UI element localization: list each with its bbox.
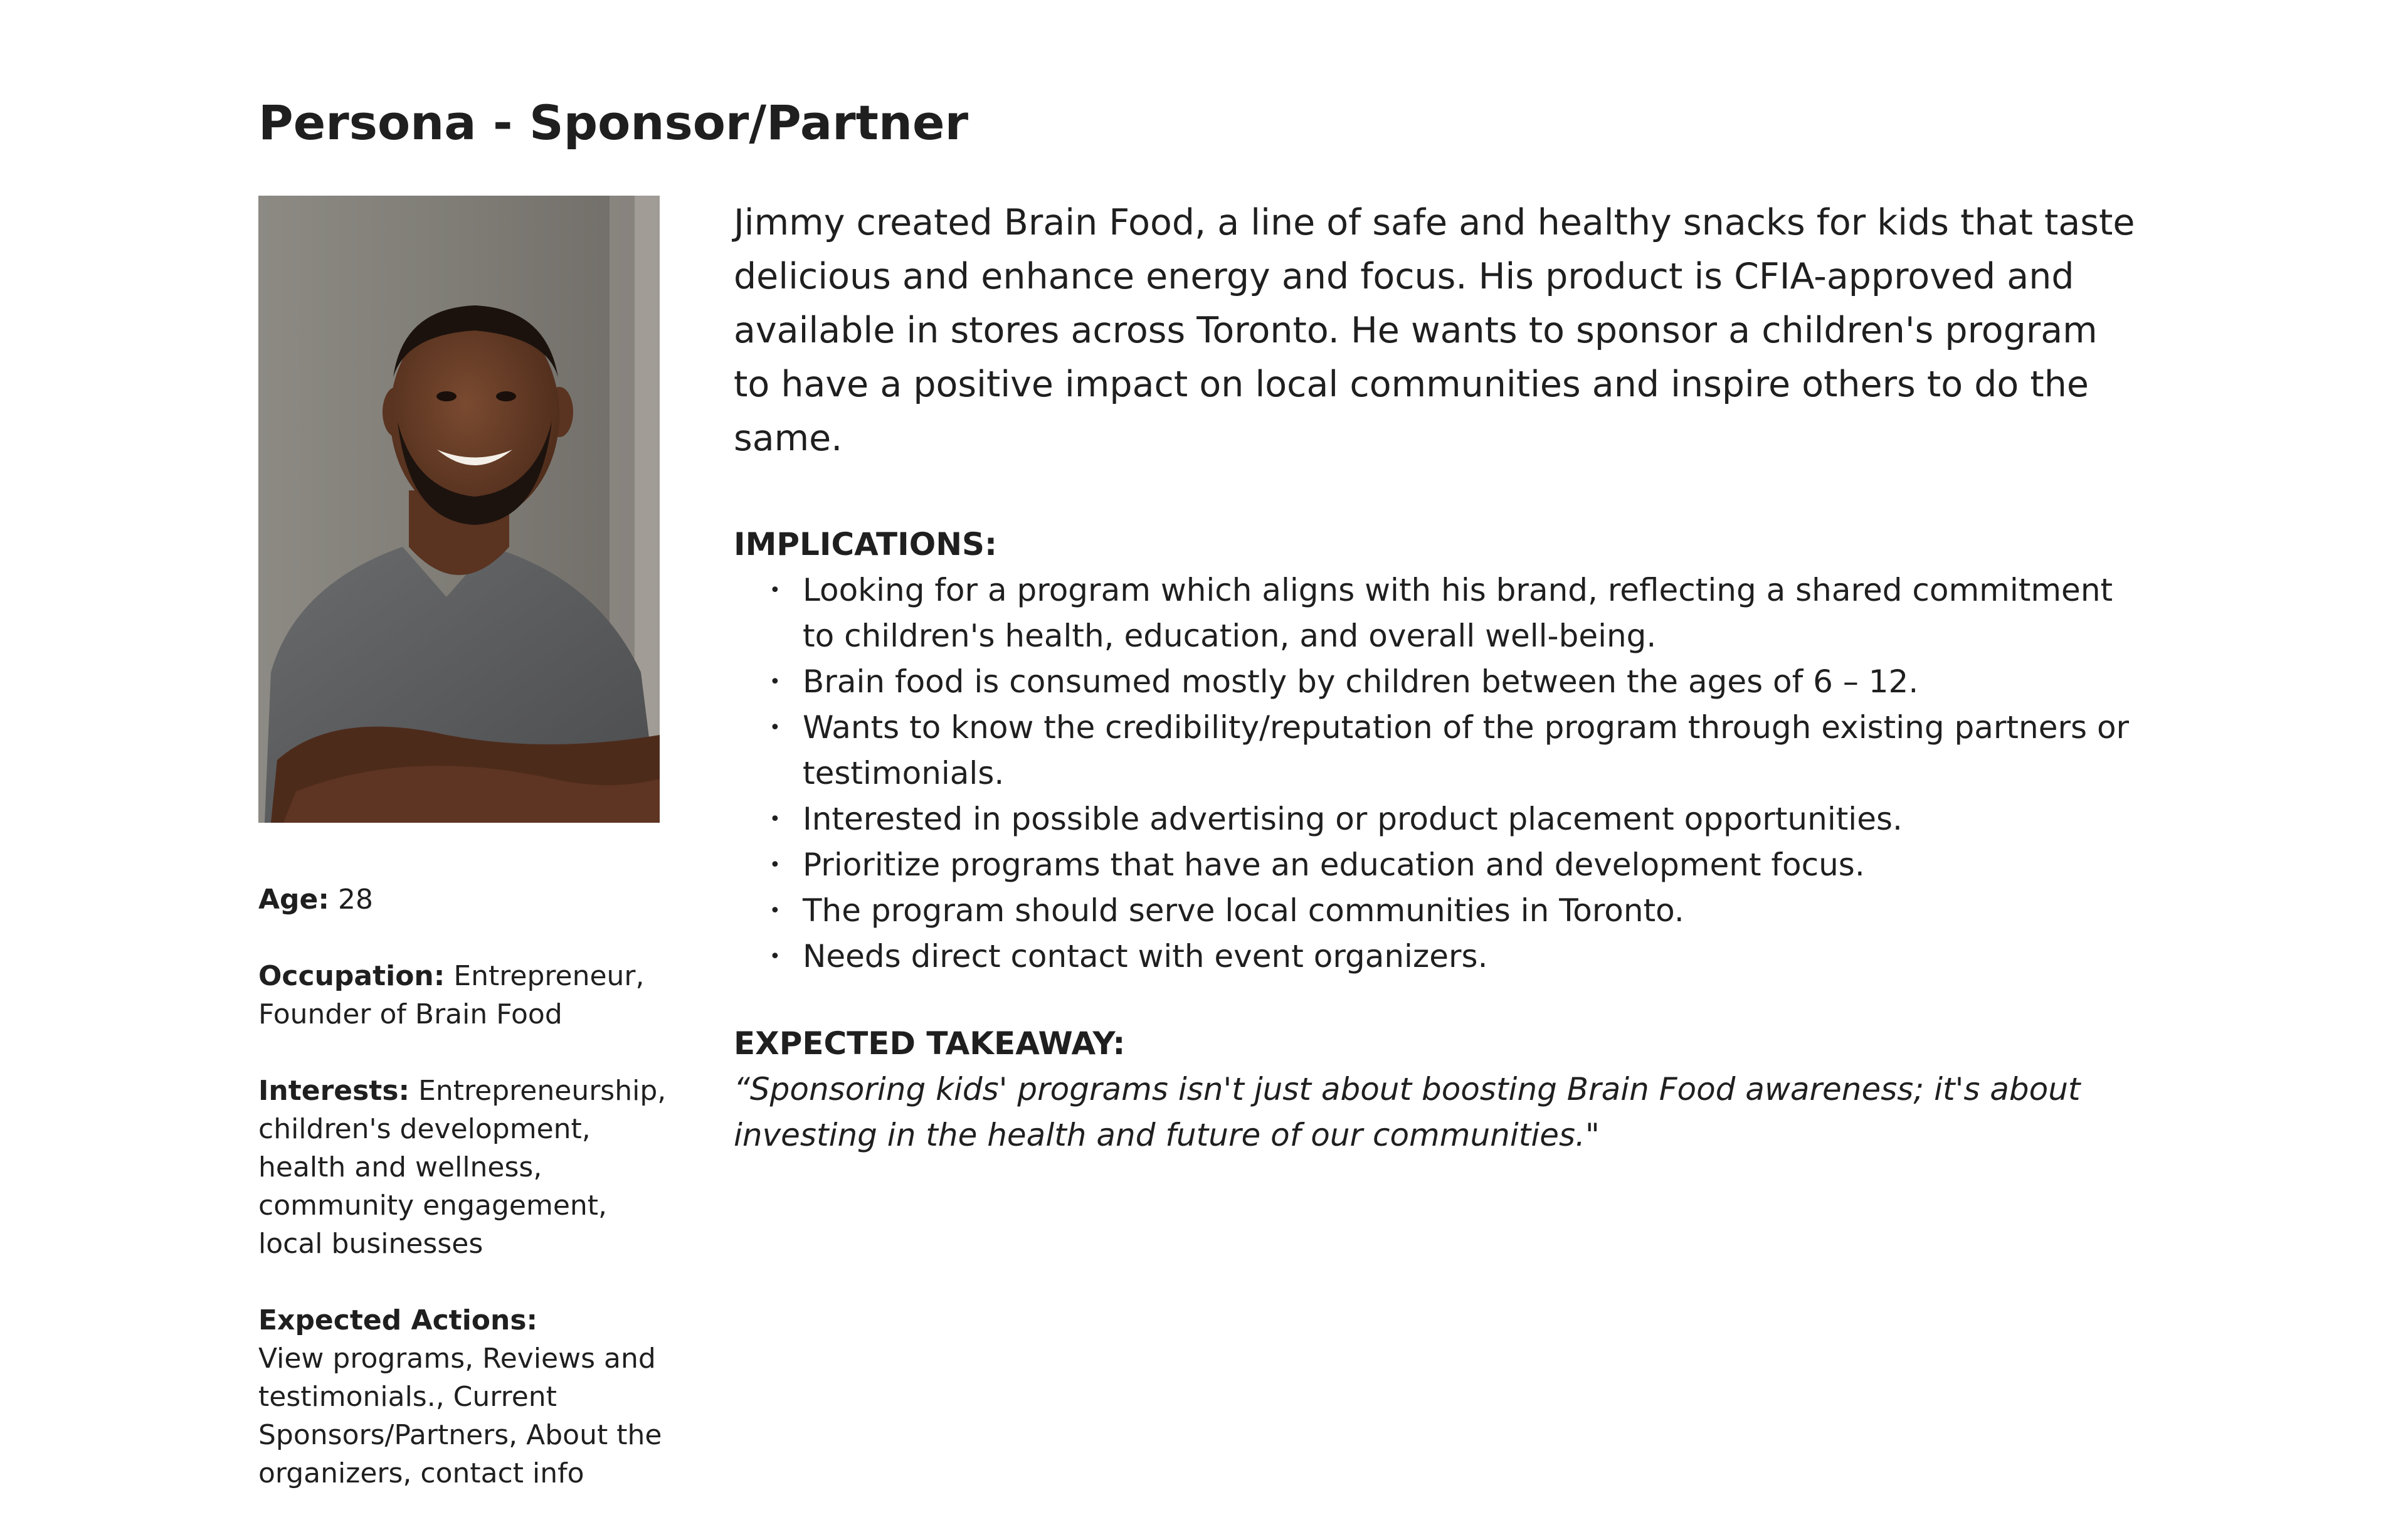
list-item — [734, 888, 2138, 934]
expected-takeaway-heading: EXPECTED TAKEAWAY: — [734, 1025, 1126, 1062]
bullet-icon: • — [769, 671, 781, 693]
bullet-icon: • — [769, 808, 781, 830]
occupation-label: Occupation: — [258, 960, 445, 992]
bullet-icon: • — [769, 946, 781, 968]
list-item — [734, 842, 2138, 888]
list-item — [734, 796, 2138, 842]
age-label: Age: — [258, 884, 329, 916]
persona-description: Jimmy created Brain Food, a line of safe and healthy snacks for kids that taste delicious and enhance energy and focus. His product is CFIA-approved and available in stores across Toronto. He wants to sponsor a children's program to have a positive impact on local communities and inspire others to do the same. — [734, 202, 2135, 459]
implications-list — [734, 568, 2138, 980]
persona-details — [734, 196, 2138, 1158]
list-item — [734, 705, 2138, 796]
bullet-icon: • — [769, 717, 781, 739]
implications-heading: IMPLICATIONS: — [734, 526, 998, 563]
interests-label: Interests: — [258, 1075, 410, 1107]
list-item — [734, 934, 2138, 980]
expected-actions-attribute — [258, 1301, 672, 1492]
expected-actions-label: Expected Actions: — [258, 1304, 538, 1336]
persona-sidebar — [258, 196, 667, 1492]
bullet-icon: • — [769, 579, 781, 601]
age-value: 28 — [329, 884, 373, 916]
occupation-attribute — [258, 957, 672, 1033]
age-attribute — [258, 880, 672, 919]
list-item-text: Prioritize programs that have an education and development focus. — [803, 847, 1865, 883]
list-item-text: Wants to know the credibility/reputation of the program through existing partners or testimonials. — [803, 709, 2130, 791]
bullet-icon: • — [769, 900, 781, 922]
interests-value: Entrepreneurship, children's development, health and wellness, community engagement, local businesses — [258, 1075, 667, 1260]
bullet-icon: • — [769, 854, 781, 876]
list-item-text: Interested in possible advertising or product placement opportunities. — [803, 801, 1903, 837]
page-title: Persona - Sponsor/Partner — [258, 95, 969, 151]
list-item — [734, 659, 2138, 705]
takeaway-quote: “Sponsoring kids' programs isn't just about boosting Brain Food awareness; it's about investing in the health and future of our communities." — [734, 1071, 2081, 1153]
interests-attribute — [258, 1072, 672, 1263]
persona-attributes — [258, 880, 672, 1492]
list-item-text: Brain food is consumed mostly by children between the ages of 6 – 12. — [803, 663, 1919, 700]
list-item — [734, 568, 2138, 659]
list-item-text: Looking for a program which aligns with his brand, reflecting a shared commitment to children's health, education, and overall well-being. — [803, 572, 2113, 654]
list-item-text: The program should serve local communities in Toronto. — [803, 892, 1684, 929]
persona-photo — [258, 196, 660, 823]
expected-actions-value: View programs, Reviews and testimonials., Current Sponsors/Partners, About the organizers, contact info — [258, 1343, 662, 1489]
occupation-value: Entrepreneur, Founder of Brain Food — [258, 960, 645, 1030]
list-item-text: Needs direct contact with event organizers. — [803, 938, 1488, 974]
